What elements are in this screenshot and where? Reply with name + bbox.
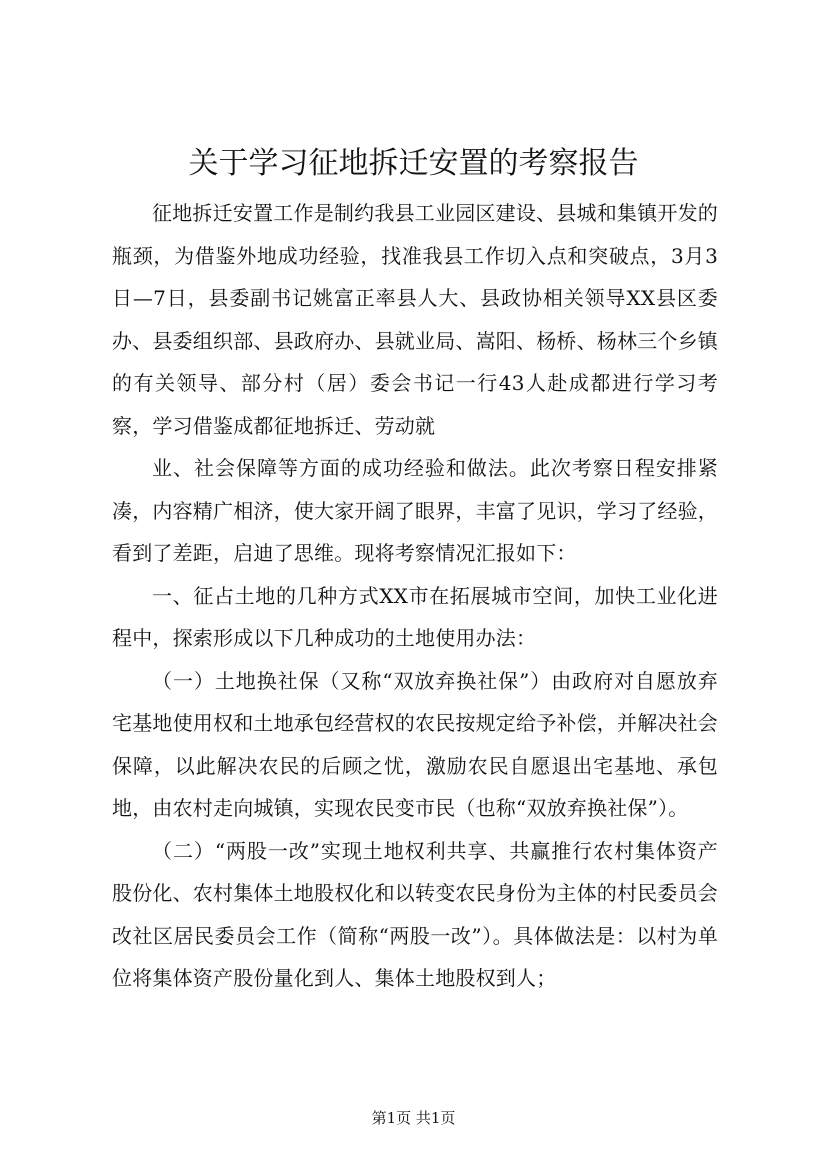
page-footer: 第1页 共1页: [371, 1109, 456, 1127]
paragraph-5: （二）“两股一改”实现土地权利共享、共赢推行农村集体资产股份化、农村集体土地股权化和以转变农民身份为主体的村民委员会改社区居民委员会工作（简称“两股一改”）。具体做法是：以村为单位将集体资产股份量化到人、集体土地股权到人；: [112, 838, 718, 990]
paragraph-4: （一）土地换社保（又称“双放弃换社保”）由政府对自愿放弃宅基地使用权和土地承包经营权的农民按规定给予补偿，并解决社会保障，以此解决农民的后顾之忧，激励农民自愿退出宅基地、承包地，由农村走向城镇，实现农民变市民（也称“双放弃换社保”）。: [112, 668, 718, 820]
paragraph-2: 业、社会保障等方面的成功经验和做法。此次考察日程安排紧凑，内容精广相济，使大家开阔了眼界，丰富了见识，学习了经验，看到了差距，启迪了思维。现将考察情况汇报如下：: [112, 456, 718, 565]
paragraph-1: 征地拆迁安置工作是制约我县工业园区建设、县城和集镇开发的瓶颈，为借鉴外地成功经验，找准我县工作切入点和突破点，3月3日—7日，县委副书记姚富正率县人大、县政协相关领导XX县区委办、县委组织部、县政府办、县就业局、嵩阳、杨桥、杨林三个乡镇的有关领导、部分村（居）委会书记一行43人赴成都进行学习考察，学习借鉴成都征地拆迁、劳动就: [112, 201, 718, 438]
paragraph-3: 一、征占土地的几种方式XX市在拓展城市空间，加快工业化进程中，探索形成以下几种成功的土地使用办法：: [112, 583, 718, 650]
document-title: 关于学习征地拆迁安置的考察报告: [188, 146, 639, 181]
document-body: [112, 192, 718, 1000]
